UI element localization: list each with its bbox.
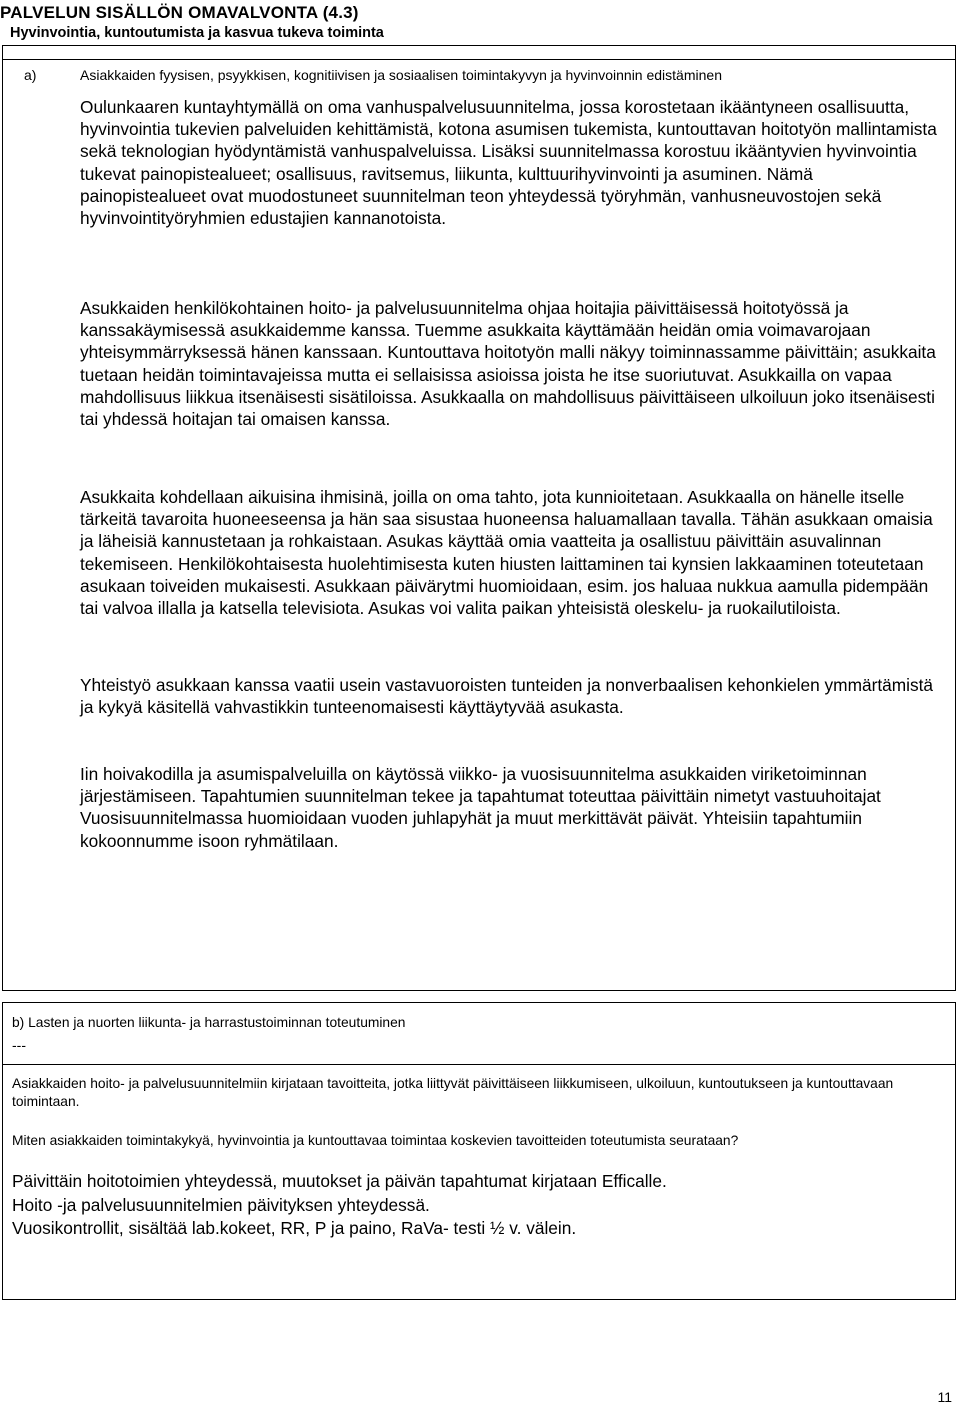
paragraph-2: [80, 297, 942, 430]
paragraph-4-text: Yhteistyö asukkaan kanssa vaatii usein vastavuoroisten tunteiden ja nonverbaalisen kehonkielen ymmärtämistä ja kykyä käsitellä vahvastikkin tunteenomaisesti käyttäytyvää asukasta.: [80, 675, 934, 718]
section-a-question-text: Asiakkaiden fyysisen, psyykkisen, kognitiivisen ja sosiaalisen toimintakyvyn ja hyvinvoinnin edistäminen: [80, 67, 722, 83]
paragraph-3-text: Asukkaita kohdellaan aikuisina ihmisinä, joilla on oma tahto, jota kunnioitetaan. Asukkaalla on hänelle itselle tärkeitä tavaroita huoneeseensa ja hän saa sisustaa huoneensa haluamallaan tavalla. Tähän asukkaan omaisia ja läheisiä kannustetaan ja rohkaistaan. Asukas käyttää omia vaatteita ja osallistuu päivittäin asuvalinnan tekemiseen. Henkilökohtaisesta huolehtimisesta kuten hiusten laittaminen tai kynsien lakkaaminen toteutetaan asukaan toiveiden mukaisesti. Asukkaan päivärytmi huomioidaan, esim. jos haluaa nukkua aamulla pidempään tai valvoa illalla ja katsella televisiota. Asukas voi valita paikan yhteisistä oleskelu- ja ruokailutiloista.: [80, 487, 933, 619]
section-a-label: a): [24, 67, 37, 83]
answer-line-1: Päivittäin hoitotoimien yhteydessä, muutokset ja päivän tapahtumat kirjataan Efficalle.: [12, 1171, 667, 1191]
section-a-top-rule: [3, 59, 955, 60]
paragraph-3: [80, 486, 942, 619]
section-b-answers: [12, 1170, 932, 1241]
answer-line-3: Vuosikontrollit, sisältää lab.kokeet, RR, P ja paino, RaVa- testi ½ v. välein.: [12, 1218, 577, 1238]
section-b-answer: ---: [12, 1037, 26, 1053]
paragraph-1: [80, 96, 942, 229]
paragraph-4: [80, 674, 942, 718]
page-number: 11: [937, 1389, 952, 1405]
section-b-heading: b) Lasten ja nuorten liikunta- ja harrastustoiminnan toteutuminen: [12, 1015, 406, 1030]
paragraph-5: [80, 763, 942, 852]
paragraph-5-text: Iin hoivakodilla ja asumispalveluilla on käytössä viikko- ja vuosisuunnitelma asukkaiden viriketoiminnan järjestämiseen. Tapahtumien suunnitelman tekee ja tapahtumat toteuttaa päivittäin nimetyt vastuuhoitajat Vuosisuunnitelmassa huomioidaan vuoden juhlapyhät ja muut merkittävät päivät. Yhteisiin tapahtumiin kokoonnumme isoon ryhmätilaan.: [80, 764, 881, 851]
section-a-question: [24, 67, 722, 83]
section-b-note: Asiakkaiden hoito- ja palvelusuunnitelmiin kirjataan tavoitteita, jotka liittyvät päivittäiseen liikkumiseen, ulkoiluun, kuntoutukseen ja kuntouttavaan toimintaan.: [12, 1076, 894, 1109]
section-subtitle: Hyvinvointia, kuntoutumista ja kasvua tukeva toiminta: [10, 25, 384, 41]
paragraph-2-text: Asukkaiden henkilökohtainen hoito- ja palvelusuunnitelma ohjaa hoitajia päivittäisessä hoitotyössä ja kanssakäymisessä asukkaidemme kanssa. Tuemme asukkaita käyttämään heidän omia voimavarojaan yhteisymmärryksessä hänen kanssaan. Kuntouttava hoitotyön malli näkyy toiminnassamme päivittäin; asukkaita tuetaan heidän toimintavajeissa mutta ei sellaisissa asioissa joista he itse suoriutuvat. Asukkailla on vapaa mahdollisuus liikkua itsenäisesti sisätiloissa. Asukkaalla on mahdollisuus päivittäiseen ulkoiluun joko itsenäisesti tai yhdessä hoitajan tai omaisen kanssa.: [80, 298, 936, 430]
page-title: PALVELUN SISÄLLÖN OMAVALVONTA (4.3): [0, 3, 359, 22]
paragraph-1-text: Oulunkaaren kuntayhtymällä on oma vanhuspalvelusuunnitelma, jossa korostetaan ikääntyneen osallisuutta, hyvinvointia tukevien palveluiden kehittämistä, kotona asumisen tukemista, kuntouttavan hoitotyön mallintamista sekä teknologian hyödyntämistä vanhuspalveluissa. Lisäksi suunnitelmassa korostuu ikääntyvien hyvinvointia tukevat painopistealueet; osallisuus, ravitsemus, liikunta, kulttuurihyvinvointi ja asuminen. Nämä painopistealueet ovat muodostuneet suunnitelman teon yhteydessä työryhmän, vanhusneuvostojen sekä hyvinvointityöryhmien edustajien kannanotoista.: [80, 97, 937, 229]
section-b-question: Miten asiakkaiden toimintakykyä, hyvinvointia ja kuntouttavaa toimintaa koskevien tavoitteiden toteutumista seurataan?: [12, 1133, 739, 1148]
section-b-box: [2, 1002, 956, 1300]
section-b-divider: [3, 1064, 955, 1065]
answer-line-2: Hoito -ja palvelusuunnitelmien päivityksen yhteydessä.: [12, 1194, 430, 1215]
